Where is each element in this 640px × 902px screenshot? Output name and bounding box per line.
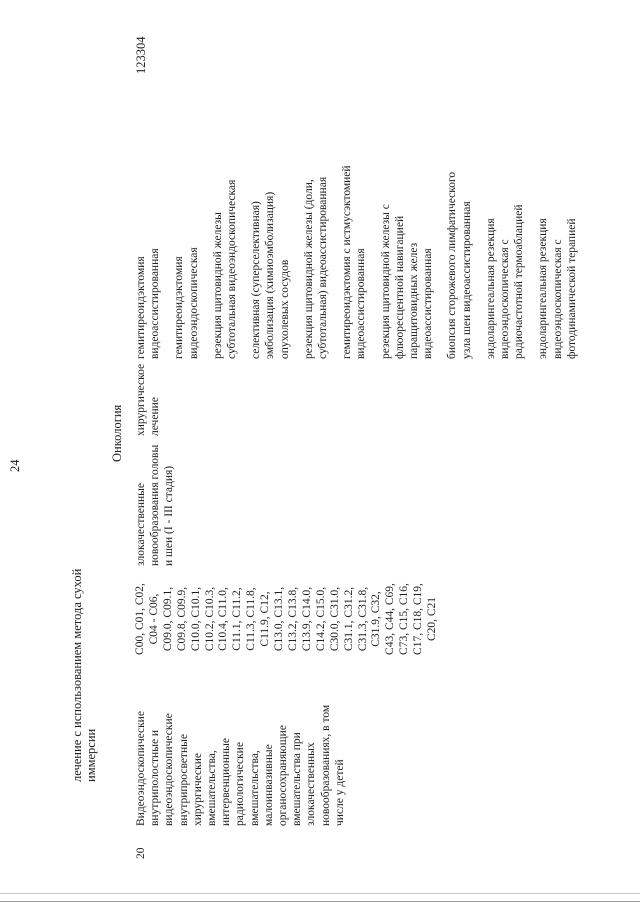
method-line: селективная (суперселективная) [250,201,263,359]
method-line: опухолевых сосудов [278,259,291,359]
icd-line: C10.4, C11.0, [217,587,230,651]
name-line: вмешательства, [248,750,261,826]
name-line: интервенционные [220,737,233,826]
name-line: внутриполостные и [149,729,162,826]
icd-line: C73, C15, C16, [398,583,411,655]
method-line: эндоларингеальная резекция [537,218,550,359]
icd-line: C13.9, C14.0, [300,586,313,652]
name-line: злокачественных [305,742,318,826]
method-item [172,165,200,359]
method-item [340,165,368,359]
method-line: гемитиреоидэктомия [173,256,186,359]
code-value: 123304 [134,36,148,74]
method-item [484,165,527,359]
diagnosis-cell [134,445,177,566]
row-number: 20 [135,847,147,859]
icd-line: C13.2, C13.8, [286,586,299,652]
methods-cell [134,165,579,359]
icd-line: C17, C18, C19, [412,583,425,655]
method-line: субтотальная видеоэндоскопическая [226,179,239,359]
treatment-type-line: хирургическое [135,363,147,436]
method-line: видеоэндоскопическая [187,247,200,359]
method-line: субтотальная) видеоассистированная [317,176,330,359]
scan-edge-line [0,893,640,894]
icd-line: C11.9, C12, [259,591,272,647]
method-line: резекция щитовидной железы [211,212,224,359]
icd-line: C04 - C06, [147,593,160,645]
icd-line: C20, C21 [426,596,439,642]
icd-line: C10.0, C10.1, [189,586,202,652]
icd-line: C11.3, C11.8, [245,587,258,651]
name-line: новообразованиях, в том [319,704,332,826]
method-item [536,165,579,359]
icd-line: C10.2, C10.3, [203,586,216,652]
icd-line: C09.8, C09.9, [175,586,188,652]
diagnosis-line: новообразования головы [149,444,162,566]
method-line: фотодинамической терапией [565,218,578,359]
icd-line: C31.1, C31.2, [342,586,355,652]
name-line: вмешательства, [206,750,219,826]
method-line: эмболизация (химиоэмболизация) [264,191,277,359]
name-line: числе у детей [333,759,346,826]
method-item [211,165,239,359]
name-line: радиологические [234,742,247,826]
name-line: вмешательства при [291,732,304,826]
top-note-line: лечение с использованием метода сухой [70,568,84,782]
icd-codes-cell [134,571,440,667]
method-line: видеоэндоскопическая с [499,239,512,359]
name-line: Видеоэндоскопические [135,711,147,826]
icd-line: C00, C01, C02, [134,583,146,655]
icd-line: C11.1, C11.2, [231,587,244,651]
icd-line: C13.0, C13.1, [273,586,286,652]
method-line: узла шеи видеоассистированная [460,201,473,359]
method-line: флюоресцентной навигацией [393,215,406,359]
icd-line: C14.2, C15.0, [314,586,327,652]
method-line: резекция щитовидной железы с [379,204,392,359]
method-line: гемитиреоидэктомия [135,256,147,359]
treatment-type-cell [134,364,162,436]
icd-line: C43, C44, C69, [384,583,397,655]
method-line: видеоэндоскопическая с [551,239,564,359]
method-line: эндоларингеальная резекция [484,218,497,359]
method-item [134,165,162,359]
name-line: органосохраняющие [277,725,290,826]
method-line: гемитиреоидэктомия с истмусэктомией [341,165,354,359]
name-line: малоинвазивные [262,744,275,826]
method-item [302,165,330,359]
method-item [379,165,436,359]
method-line: паращитовидных желез [408,242,421,359]
method-item [445,165,473,359]
method-line: резекция щитовидной железы (доли, [302,179,315,359]
method-line: биопсия сторожевого лимфатического [446,171,459,359]
top-note [70,569,98,782]
icd-line: C31.9, C32, [370,591,383,647]
method-line: видеоассистированная [422,248,435,359]
method-line: видеоассистированная [355,248,368,359]
icd-line: C09.0, C09.1, [161,586,174,652]
name-line: видеоэндоскопические [163,713,176,826]
diagnosis-line: и шеи (I - III стадия) [163,465,176,566]
page-number: 24 [8,459,22,472]
icd-line: C31.3, C31.8, [356,586,369,652]
method-item [249,165,292,359]
method-line: видеоассистированная [149,248,162,359]
treatment-type-line: лечение [149,397,162,436]
top-note-line: иммерсии [84,728,99,782]
diagnosis-line: злокачественные [135,483,147,566]
method-line: радиочастотной термоаблацией [513,204,526,359]
name-line: хирургические [191,753,204,826]
name-cell [134,705,347,826]
icd-line: C30.0, C31.0, [328,586,341,652]
section-heading: Онкология [110,404,124,462]
name-line: внутрипросветные [177,734,190,826]
